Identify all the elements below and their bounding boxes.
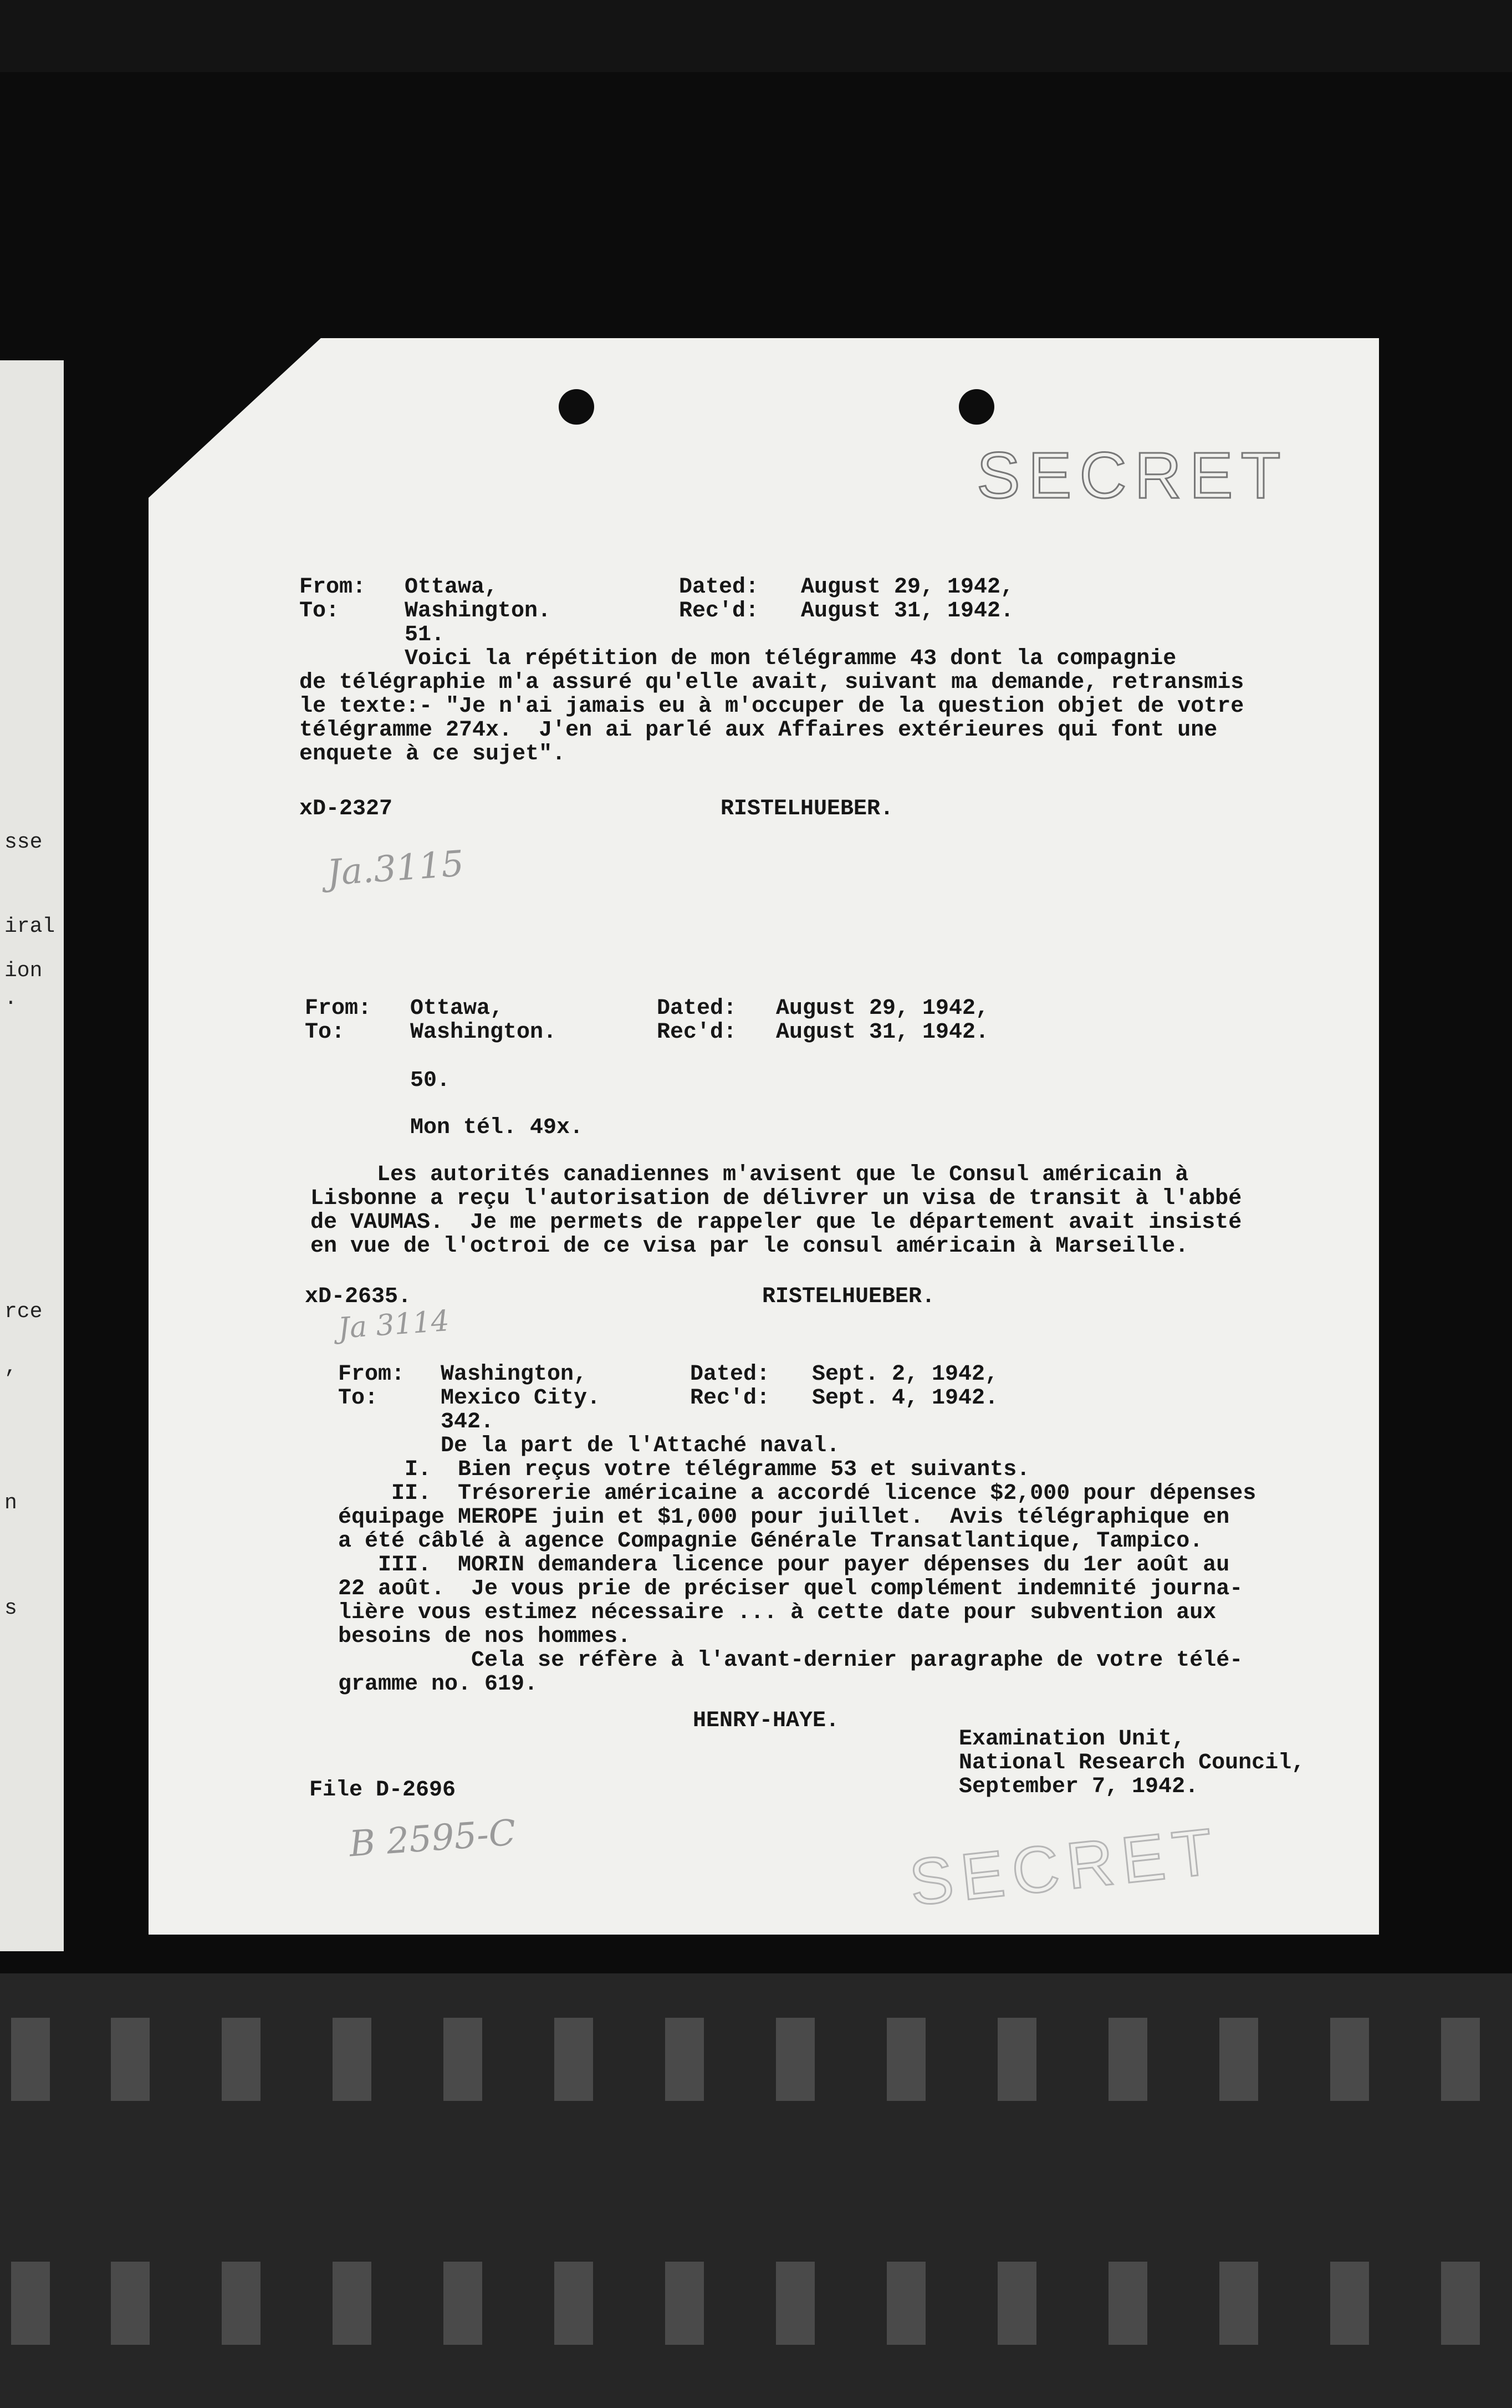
body-line: gramme no. 619. (338, 1672, 538, 1697)
body-line: Les autorités canadiennes m'avisent que le Consul américain à (310, 1162, 1189, 1187)
recd-value: August 31, 1942. (801, 599, 1014, 624)
sprocket-hole (776, 2262, 815, 2345)
punch-hole (959, 389, 994, 425)
from-label: From: (305, 996, 372, 1021)
body-line: en vue de l'octroi de ce visa par le consul américain à Marseille. (310, 1234, 1189, 1259)
dated-label: Dated: (679, 575, 759, 600)
recd-value: August 31, 1942. (776, 1020, 989, 1045)
punch-hole (559, 389, 594, 425)
recd-label: Rec'd: (657, 1020, 737, 1045)
signature: RISTELHUEBER. (762, 1284, 936, 1309)
fragment-text: . (4, 987, 17, 1011)
subject-line: Mon tél. 49x. (410, 1115, 584, 1140)
body-line: enquete à ce sujet". (299, 742, 566, 767)
handwritten-note: Ja 3114 (337, 1304, 451, 1345)
to-value: Mexico City. (441, 1386, 601, 1411)
file-number: File D-2696 (309, 1778, 456, 1803)
fragment-text: iral (4, 915, 55, 938)
dated-label: Dated: (657, 996, 737, 1021)
body-line: 22 août. Je vous prie de préciser quel complément indemnité journa- (338, 1577, 1243, 1601)
body-line: le texte:- "Je n'ai jamais eu à m'occuper de la question objet de votre (299, 694, 1244, 719)
sprocket-hole (998, 2262, 1036, 2345)
sprocket-hole (1330, 2018, 1369, 2101)
signature: HENRY-HAYE. (693, 1708, 840, 1733)
sprocket-hole (443, 2018, 482, 2101)
from-value: Washington, (441, 1362, 588, 1387)
sprocket-hole (1109, 2018, 1147, 2101)
to-label: To: (338, 1386, 379, 1411)
sprocket-hole (887, 2018, 926, 2101)
examination-unit-line: Examination Unit, (959, 1727, 1186, 1752)
body-line: lière vous estimez nécessaire ... à cette date pour subvention aux (338, 1600, 1217, 1625)
sprocket-hole (998, 2018, 1036, 2101)
recd-value: Sept. 4, 1942. (812, 1386, 999, 1411)
sprocket-hole (554, 2018, 593, 2101)
from-value: Ottawa, (405, 575, 498, 600)
message-number: 51. (405, 623, 445, 647)
sprocket-hole (776, 2018, 815, 2101)
film-strip-top (0, 0, 1512, 72)
from-value: Ottawa, (410, 996, 504, 1021)
adjacent-page-fragment (0, 360, 64, 1951)
to-value: Washington. (405, 599, 551, 624)
body-line: de télégraphie m'a assuré qu'elle avait, suivant ma demande, retransmis (299, 670, 1244, 695)
fragment-text: rce (4, 1300, 43, 1324)
film-strip-bottom (0, 1973, 1512, 2408)
sprocket-hole (111, 2262, 150, 2345)
sprocket-hole (1330, 2262, 1369, 2345)
sprocket-hole (111, 2018, 150, 2101)
sprocket-hole (665, 2018, 704, 2101)
file-reference: xD-2635. (305, 1284, 412, 1309)
sprocket-hole (1219, 2018, 1258, 2101)
message-number: 50. (410, 1068, 451, 1093)
sprocket-hole (1219, 2262, 1258, 2345)
body-line: télégramme 274x. J'en ai parlé aux Affaires extérieures qui font une (299, 718, 1218, 743)
body-line: besoins de nos hommes. (338, 1624, 631, 1649)
body-line: a été câblé à agence Compagnie Générale Transatlantique, Tampico. (338, 1529, 1203, 1554)
body-line: III. MORIN demandera licence pour payer dépenses du 1er août au (338, 1553, 1230, 1578)
sprocket-hole (1441, 2018, 1480, 2101)
sprocket-hole (222, 2018, 260, 2101)
dated-value: August 29, 1942, (776, 996, 989, 1021)
handwritten-note: Ja.3115 (325, 843, 466, 894)
dated-value: Sept. 2, 1942, (812, 1362, 999, 1387)
sprocket-hole (665, 2262, 704, 2345)
body-line: Cela se réfère à l'avant-dernier paragraphe de votre télé- (338, 1648, 1243, 1673)
fragment-text: n (4, 1491, 17, 1515)
sprocket-hole (443, 2262, 482, 2345)
dated-value: August 29, 1942, (801, 575, 1014, 600)
to-label: To: (299, 599, 340, 624)
sprocket-hole (333, 2262, 371, 2345)
file-reference: xD-2327 (299, 797, 393, 822)
sprocket-hole (11, 2018, 50, 2101)
examination-unit-line: National Research Council, (959, 1751, 1305, 1776)
secret-stamp-bottom: SECRET (906, 1814, 1224, 1920)
sprocket-hole (333, 2018, 371, 2101)
message-number: 342. (441, 1410, 494, 1435)
fragment-text: s (4, 1596, 17, 1620)
recd-label: Rec'd: (690, 1386, 770, 1411)
body-line: Voici la répétition de mon télégramme 43 dont la compagnie (405, 646, 1177, 671)
examination-unit-line: September 7, 1942. (959, 1774, 1199, 1799)
body-line: II. Trésorerie américaine a accordé licence $2,000 pour dépenses (338, 1481, 1256, 1506)
body-line: équipage MEROPE juin et $1,000 pour juillet. Avis télégraphique en (338, 1505, 1230, 1530)
body-line: I. Bien reçus votre télégramme 53 et suivants. (338, 1457, 1030, 1482)
sprocket-hole (1441, 2262, 1480, 2345)
from-label: From: (338, 1362, 405, 1387)
fragment-text: , (4, 1355, 17, 1379)
secret-stamp-top: SECRET (977, 439, 1289, 512)
sprocket-hole (887, 2262, 926, 2345)
handwritten-note: B 2595-C (348, 1812, 518, 1865)
body-line: Lisbonne a reçu l'autorisation de délivrer un visa de transit à l'abbé (310, 1186, 1242, 1211)
sprocket-hole (554, 2262, 593, 2345)
sprocket-hole (1109, 2262, 1147, 2345)
to-label: To: (305, 1020, 345, 1045)
from-label: From: (299, 575, 366, 600)
fragment-text: ion (4, 959, 43, 983)
sprocket-hole (11, 2262, 50, 2345)
body-line: De la part de l'Attaché naval. (441, 1433, 840, 1458)
to-value: Washington. (410, 1020, 557, 1045)
recd-label: Rec'd: (679, 599, 759, 624)
signature: RISTELHUEBER. (721, 797, 894, 822)
sprocket-hole (222, 2262, 260, 2345)
dated-label: Dated: (690, 1362, 770, 1387)
fragment-text: sse (4, 830, 43, 854)
body-line: de VAUMAS. Je me permets de rappeler que le département avait insisté (310, 1210, 1242, 1235)
